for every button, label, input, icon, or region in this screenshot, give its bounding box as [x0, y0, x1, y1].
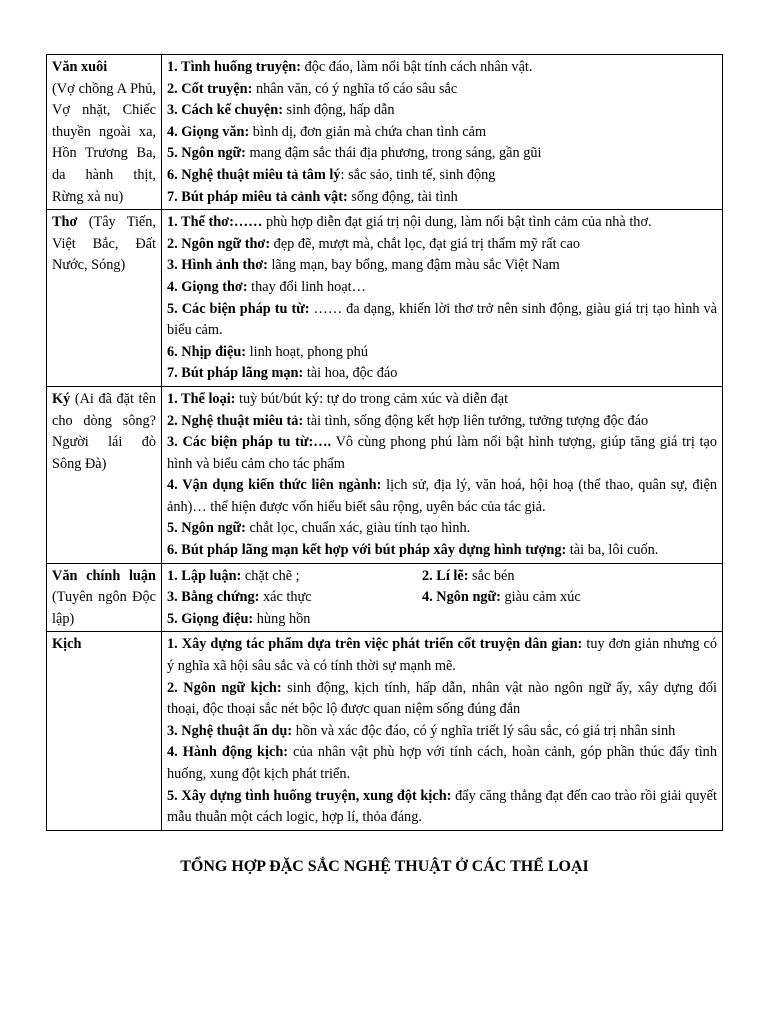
- list-item: [167, 57, 717, 79]
- list-item: [167, 566, 422, 588]
- feature-pair-row: [167, 566, 717, 588]
- item-label: 6. Nghệ thuật miêu tả tâm lý: [167, 166, 341, 183]
- item-text: của nhân vật phù hợp với tính cách, hoàn cảnh, góp phần thúc đẩy tình huống, xung đột kịch phát triển.: [167, 744, 717, 782]
- list-item: [167, 255, 717, 277]
- item-label: 3. Nghệ thuật ẩn dụ:: [167, 722, 293, 739]
- item-text: xác thực: [259, 589, 312, 606]
- item-text: phù hợp diễn đạt giá trị nội dung, làm nổi bật tình cảm của nhà thơ.: [262, 214, 652, 231]
- item-text: sống động, tài tình: [347, 188, 458, 205]
- item-text: mang đậm sắc thái địa phương, trong sáng, gần gũi: [245, 145, 542, 162]
- list-item: [167, 609, 717, 631]
- list-item: [167, 721, 717, 743]
- item-label: 5. Giọng điệu:: [167, 610, 254, 627]
- feature-pair-row: [167, 587, 717, 609]
- list-item: [167, 634, 717, 677]
- item-text: tài ba, lôi cuốn.: [566, 542, 659, 559]
- item-text: nhân văn, có ý nghĩa tố cáo sâu sắc: [252, 80, 458, 97]
- list-item: [167, 742, 717, 785]
- item-label: 5. Ngôn ngữ:: [167, 145, 246, 162]
- item-label: 6. Nhịp điệu:: [167, 343, 247, 360]
- item-text: lịch sử, địa lý, văn hoá, hội hoạ (thể thao, quân sự, điện ảnh)… thể hiện được vốn hiểu biết sâu rộng, uyên bác của tác giả.: [167, 477, 717, 515]
- item-label: 1. Lập luận:: [167, 567, 242, 584]
- item-label: 1. Thể thơ:……: [167, 214, 263, 231]
- item-label: 4. Giọng văn:: [167, 123, 250, 140]
- item-label: 3. Hình ảnh thơ:: [167, 257, 268, 274]
- item-label: 3. Cách kể chuyện:: [167, 102, 283, 119]
- list-item: [167, 100, 717, 122]
- table-row: [47, 386, 723, 563]
- list-item: [167, 389, 717, 411]
- list-item: [167, 342, 717, 364]
- item-label: 2. Ngôn ngữ kịch:: [167, 679, 282, 696]
- item-label: 1. Tình huống truyện:: [167, 59, 302, 75]
- item-text: tuỳ bút/bút ký: tự do trong cảm xúc và diễn đạt: [235, 390, 509, 407]
- item-text: độc đáo, làm nổi bật tính cách nhân vật.: [301, 59, 533, 75]
- item-label: 7. Bút pháp miêu tả cảnh vật:: [167, 188, 348, 205]
- item-text: Vô cùng phong phú làm nổi bật hình tượng, giúp tăng giá trị tạo hình và biểu cảm cho tác phẩm: [167, 434, 717, 472]
- table-row: [47, 632, 723, 830]
- list-item: [167, 299, 717, 342]
- item-text: chặt chẽ ;: [241, 567, 300, 584]
- features-cell: [162, 632, 723, 830]
- features-cell: [162, 55, 723, 210]
- item-text: sinh động, hấp dẫn: [282, 102, 395, 119]
- item-text: …… đa dạng, khiến lời thơ trở nên sinh động, giàu giá trị tạo hình và biểu cảm.: [167, 300, 717, 339]
- features-cell: [162, 563, 723, 632]
- list-item: [167, 79, 717, 101]
- genre-name: Văn chính luận: [52, 567, 156, 584]
- item-label: 4. Giọng thơ:: [167, 278, 248, 295]
- genre-cell: [47, 210, 162, 387]
- item-label: 1. Thể loại:: [167, 390, 236, 407]
- item-text: tuy đơn giản nhưng có ý nghĩa xã hội sâu sắc và có tính thời sự mạnh mẽ.: [167, 636, 718, 675]
- list-item: [422, 587, 581, 609]
- genre-name: Kịch: [52, 636, 82, 653]
- genre-cell: [47, 632, 162, 830]
- item-text: đẩy căng thẳng đạt đến cao trào rồi giải quyết mẫu thuẫn một cách logic, hợp lí, thỏa đáng.: [167, 787, 717, 826]
- item-label: 2. Nghệ thuật miêu tả:: [167, 412, 304, 429]
- list-item: [167, 587, 422, 609]
- list-item: [167, 411, 717, 433]
- table-row: [47, 563, 723, 632]
- item-text: sinh động, kịch tính, hấp dẫn, nhân vật nào ngôn ngữ ấy, xây dựng đối thoại, độc thoại sắc nét bộc lộ được quan niệm sống đúng đắn: [167, 679, 717, 718]
- list-item: [167, 187, 717, 209]
- list-item: [167, 143, 717, 165]
- list-item: [167, 786, 717, 829]
- item-text: bình dị, đơn giản mà chứa chan tình cảm: [249, 123, 487, 140]
- art-features-table: [46, 54, 723, 831]
- item-label: 2. Lí lẽ:: [422, 567, 469, 584]
- list-item: [167, 212, 717, 234]
- item-text: linh hoạt, phong phú: [246, 343, 368, 360]
- item-label: 5. Xây dựng tình huống truyện, xung đột kịch:: [167, 787, 452, 804]
- genre-works: (Tuyên ngôn Độc lập): [52, 589, 156, 627]
- item-text: : sắc sảo, tinh tế, sinh động: [340, 166, 496, 183]
- item-label: 4. Vận dụng kiến thức liên ngành:: [167, 477, 382, 494]
- item-text: hùng hồn: [253, 610, 311, 627]
- list-item: [167, 475, 717, 518]
- table-row: [47, 210, 723, 387]
- list-item: [167, 234, 717, 256]
- item-text: sắc bén: [468, 567, 515, 584]
- list-item: [167, 678, 717, 721]
- item-text: thay đổi linh hoạt…: [247, 278, 366, 295]
- list-item: [167, 432, 717, 475]
- item-label: 6. Bút pháp lãng mạn kết hợp với bút pháp xây dựng hình tượng:: [167, 542, 567, 559]
- genre-works: (Ai đã đặt tên cho dòng sông? Người lái đò Sông Đà): [52, 390, 156, 472]
- list-item: [167, 363, 717, 385]
- genre-name: Ký: [52, 390, 71, 407]
- genre-name: Văn xuôi: [52, 59, 108, 75]
- list-item: [167, 518, 717, 540]
- item-label: 4. Hành động kịch:: [167, 744, 289, 761]
- item-text: chắt lọc, chuẩn xác, giàu tính tạo hình.: [245, 520, 471, 537]
- item-text: đẹp đẽ, mượt mà, chắt lọc, đạt giá trị thẩm mỹ rất cao: [270, 235, 580, 252]
- item-text: lãng mạn, bay bổng, mang đậm màu sắc Việt Nam: [267, 257, 560, 274]
- list-item: [422, 566, 515, 588]
- genre-cell: [47, 563, 162, 632]
- item-label: 3. Các biện pháp tu từ:….: [167, 434, 332, 451]
- item-text: tài hoa, độc đáo: [303, 365, 398, 382]
- list-item: [167, 122, 717, 144]
- item-text: tài tình, sống động kết hợp liên tưởng, tưởng tượng độc đáo: [303, 412, 649, 429]
- genre-cell: [47, 386, 162, 563]
- item-text: hồn và xác độc đáo, có ý nghĩa triết lý sâu sắc, có giá trị nhân sinh: [292, 722, 676, 739]
- item-text: giàu cảm xúc: [500, 589, 581, 606]
- genre-works: (Vợ chồng A Phủ, Vợ nhặt, Chiếc thuyền ngoài xa, Hồn Trương Ba, da hành thịt, Rừng xà nu): [52, 80, 156, 205]
- page-title: TỔNG HỢP ĐẶC SẮC NGHỆ THUẬT Ở CÁC THỂ LOẠI: [180, 858, 589, 875]
- list-item: [167, 165, 717, 187]
- features-cell: [162, 386, 723, 563]
- item-label: 5. Ngôn ngữ:: [167, 520, 246, 537]
- list-item: [167, 277, 717, 299]
- item-label: 3. Bằng chứng:: [167, 589, 260, 606]
- item-label: 1. Xây dựng tác phẩm dựa trên việc phát triển cốt truyện dân gian:: [167, 636, 583, 653]
- item-label: 2. Ngôn ngữ thơ:: [167, 235, 271, 252]
- item-label: 5. Các biện pháp tu từ:: [167, 300, 310, 317]
- genre-works: (Tây Tiến, Việt Bắc, Đất Nước, Sóng): [52, 214, 156, 274]
- features-cell: [162, 210, 723, 387]
- item-label: 2. Cốt truyện:: [167, 80, 253, 97]
- genre-name: Thơ: [52, 214, 78, 231]
- genre-cell: [47, 55, 162, 210]
- table-row: [47, 55, 723, 210]
- list-item: [167, 540, 717, 562]
- item-label: 4. Ngôn ngữ:: [422, 589, 501, 606]
- item-label: 7. Bút pháp lãng mạn:: [167, 365, 304, 382]
